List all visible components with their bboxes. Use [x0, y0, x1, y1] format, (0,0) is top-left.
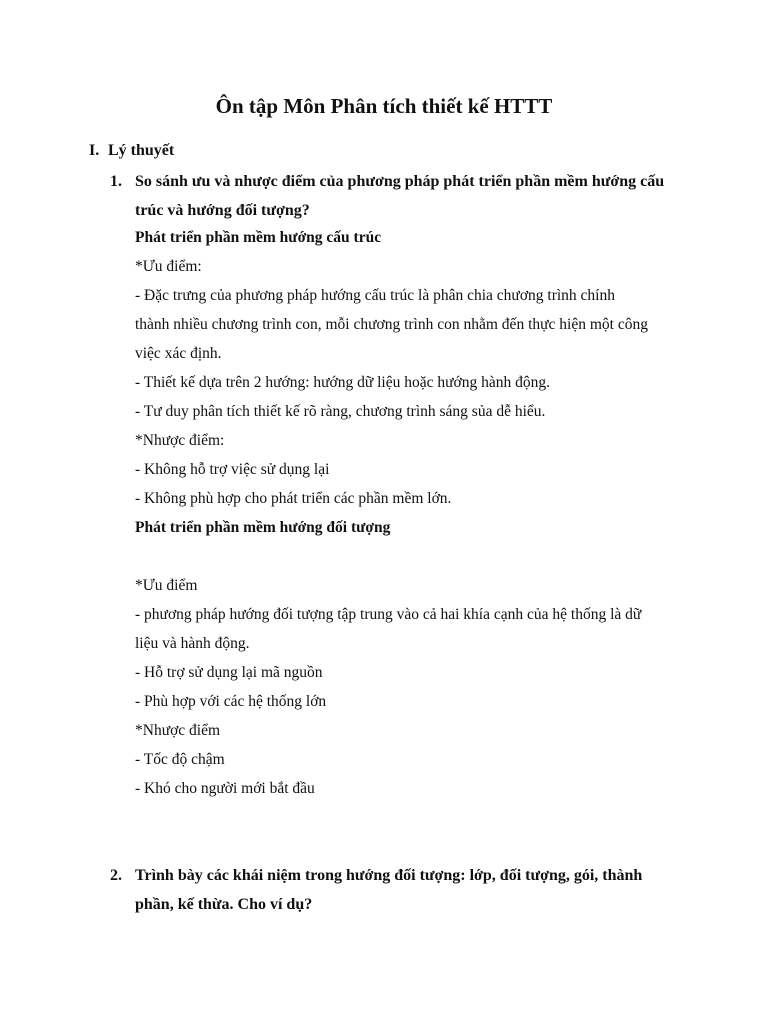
- document-title: Ôn tập Môn Phân tích thiết kế HTTT: [215, 94, 553, 118]
- body-line: liệu và hành động.: [135, 635, 250, 652]
- question-2-text: [135, 861, 690, 919]
- question-1-number: 1.: [110, 173, 122, 190]
- cons-label: *Nhược điểm: [135, 722, 221, 739]
- body-line: - Hỗ trợ sử dụng lại mã nguồn: [135, 664, 323, 681]
- body-line: - Phù hợp với các hệ thống lớn: [135, 693, 327, 710]
- body-line: - Không phù hợp cho phát triển các phần mềm lớn.: [135, 490, 452, 507]
- pros-label: *Ưu điểm: [135, 577, 198, 594]
- subheading-structured: Phát triển phần mềm hướng cấu trúc: [135, 229, 382, 246]
- question-2: [110, 861, 710, 919]
- subheading-object-oriented: Phát triển phần mềm hướng đối tượng: [135, 519, 391, 536]
- question-1-line-1: So sánh ưu và nhược điểm của phương pháp phát triển phần mềm hướng cấu: [135, 173, 665, 190]
- question-2-line-2: phần, kế thừa. Cho ví dụ?: [135, 896, 313, 913]
- question-1-line-2: trúc và hướng đối tượng?: [135, 202, 310, 219]
- body-line: - Tư duy phân tích thiết kế rõ ràng, chương trình sáng sủa dễ hiểu.: [135, 403, 546, 420]
- body-line: - Đặc trưng của phương pháp hướng cấu trúc là phân chia chương trình chính: [135, 287, 615, 304]
- body-line: - phương pháp hướng đối tượng tập trung vào cả hai khía cạnh của hệ thống là dữ: [135, 606, 642, 623]
- question-1-text: [135, 167, 690, 225]
- body-line: - Thiết kế dựa trên 2 hướng: hướng dữ liệu hoặc hướng hành động.: [135, 374, 550, 391]
- cons-label: *Nhược điểm:: [135, 432, 225, 449]
- question-2-line-1: Trình bày các khái niệm trong hướng đối tượng: lớp, đối tượng, gói, thành: [135, 867, 643, 884]
- body-line: việc xác định.: [135, 345, 222, 362]
- body-line: - Tốc độ chậm: [135, 751, 225, 768]
- question-1: [110, 167, 710, 225]
- body-line: thành nhiều chương trình con, mỗi chương trình con nhằm đến thực hiện một công: [135, 316, 648, 333]
- section-heading: [89, 139, 174, 163]
- body-line: - Khó cho người mới bắt đầu: [135, 780, 315, 797]
- section-number: I.: [89, 142, 100, 159]
- body-line: - Không hỗ trợ việc sử dụng lại: [135, 461, 330, 478]
- pros-label: *Ưu điểm:: [135, 258, 202, 275]
- question-2-number: 2.: [110, 867, 122, 884]
- section-label: Lý thuyết: [108, 142, 175, 159]
